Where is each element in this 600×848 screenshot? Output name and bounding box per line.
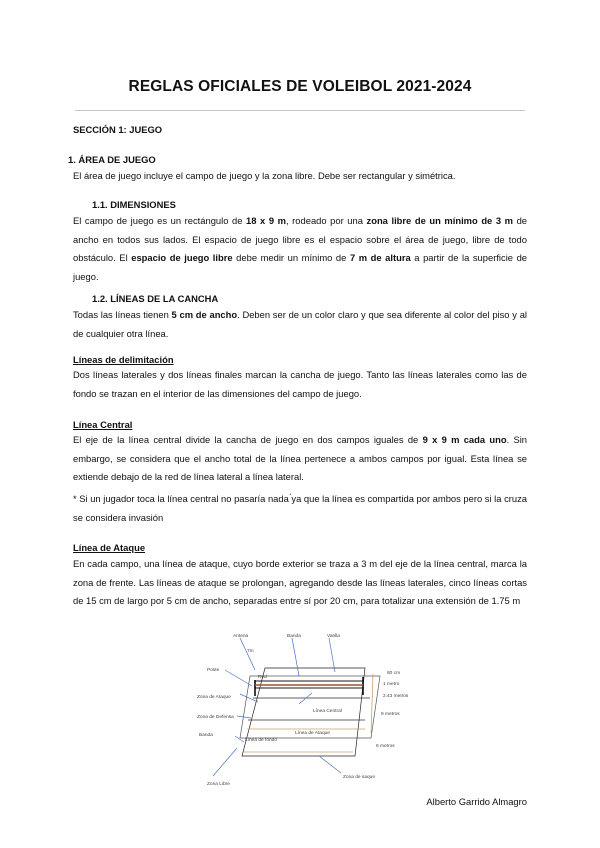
- title-divider: [75, 110, 525, 111]
- label-zona-ataque: Zona de Ataque: [197, 695, 231, 700]
- label-meters: 1 metro: [383, 682, 400, 687]
- central-note: * Si un jugador toca la línea central no pasaría nada ́ya que la línea es compartida por ambos pero si la cruza se considera invasión: [73, 493, 527, 523]
- delimitacion-text: Dos líneas laterales y dos líneas finales marcan la cancha de juego. Tanto las líneas laterales como las de fondo se trazan en el interior de las dimensiones del campo de juego.: [73, 369, 527, 399]
- author-signature: Alberto Garrido Almagro: [426, 796, 527, 807]
- delimitacion-heading: Líneas de delimitación: [73, 354, 174, 365]
- ataque-heading: Línea de Ataque: [73, 542, 146, 553]
- dim-text-3: de ancho en todos sus lados. El espacio de juego libre es el espacio sobre el área de juego, libre de todo obstáculo. El: [73, 215, 527, 264]
- lineas-paragraph: [73, 306, 527, 343]
- dim-text-2: , rodeado por una: [286, 215, 367, 226]
- label-poste: Poste: [207, 668, 220, 673]
- label-banda: Banda: [199, 733, 213, 738]
- label-nine: 9 metros: [381, 712, 400, 717]
- dimensiones-paragraph: [73, 212, 527, 286]
- pointer-arrows: [213, 638, 341, 776]
- dim-bold-1: 18 x 9 m: [246, 215, 286, 226]
- label-top2: Banda: [287, 634, 301, 639]
- dimensiones-heading: 1.1. DIMENSIONES: [92, 199, 176, 210]
- label-zona-libre: Zona Libre: [207, 782, 230, 787]
- label-six: 6 metros: [376, 744, 395, 749]
- label-red: Red: [258, 675, 267, 680]
- diagram-labels: [197, 633, 409, 787]
- label-top3: Varilla: [327, 634, 340, 639]
- page-title: REGLAS OFICIALES DE VOLEIBOL 2021-2024: [128, 78, 472, 95]
- court-diagram: [195, 628, 425, 790]
- area-text: El área de juego incluye el campo de juego y la zona libre. Debe ser rectangular y simétrica.: [73, 170, 456, 181]
- label-linea-central: Línea Central: [313, 709, 342, 714]
- lin-text-1: Todas las líneas tienen: [73, 309, 172, 320]
- dim-text-1: El campo de juego es un rectángulo de: [73, 215, 247, 226]
- lineas-heading: 1.2. LÍNEAS DE LA CANCHA: [92, 293, 219, 304]
- dim-text-4: debe medir un mínimo de: [232, 252, 350, 264]
- ataque-text: En cada campo, una línea de ataque, cuyo borde exterior se traza a 3 m del eje de la línea central, marca la zona de frente. Las líneas de ataque se prolongan, agregando desde las líneas laterales, cinco líneas cortas de 15 cm de largo por 5 cm de ancho, separadas entre sí por 20 cm, para totalizar una extensión de 1.75 m: [73, 558, 527, 607]
- lin-text-2: . Deben ser de un color claro y que sea diferente al color del piso y al de cualquier otra línea.: [73, 309, 527, 339]
- label-height: 2.43 metros: [383, 694, 409, 699]
- area-heading: 1. ÁREA DE JUEGO: [68, 154, 156, 165]
- label-zona-defensa: Zona de Defensa: [197, 715, 234, 720]
- dim-bold-3: espacio de juego libre: [131, 252, 233, 264]
- section-heading: SECCIÓN 1: JUEGO: [73, 124, 163, 135]
- dim-bold-2: zona libre de un mínimo de 3 m: [366, 215, 513, 226]
- lin-bold-1: 5 cm de ancho: [171, 309, 238, 320]
- label-linea-fondo: Línea de fondo: [245, 738, 278, 743]
- cen-text-2: . Sin embargo, se considera que el ancho total de la línea pertenece a ambos campos por igual. Esta línea se extiende debajo de la red de línea lateral a línea lateral.: [73, 434, 528, 483]
- label-top1: Antena: [233, 634, 249, 639]
- cen-text-1: El eje de la línea central divide la cancha de juego en dos campos iguales de: [73, 434, 423, 445]
- central-heading: Línea Central: [73, 419, 133, 430]
- dim-bold-4: 7 m de altura: [349, 252, 411, 264]
- label-7m: 7m: [247, 649, 254, 654]
- dim-text-5: a partir de la superficie de juego.: [73, 252, 527, 282]
- label-linea-ataque: Línea de Ataque: [295, 731, 330, 736]
- label-80cm: 80 cm: [387, 671, 401, 676]
- cen-bold-1: 9 x 9 m cada uno: [422, 434, 507, 445]
- label-zona-saque: Zona de saque: [343, 775, 376, 780]
- central-paragraph: [73, 431, 527, 487]
